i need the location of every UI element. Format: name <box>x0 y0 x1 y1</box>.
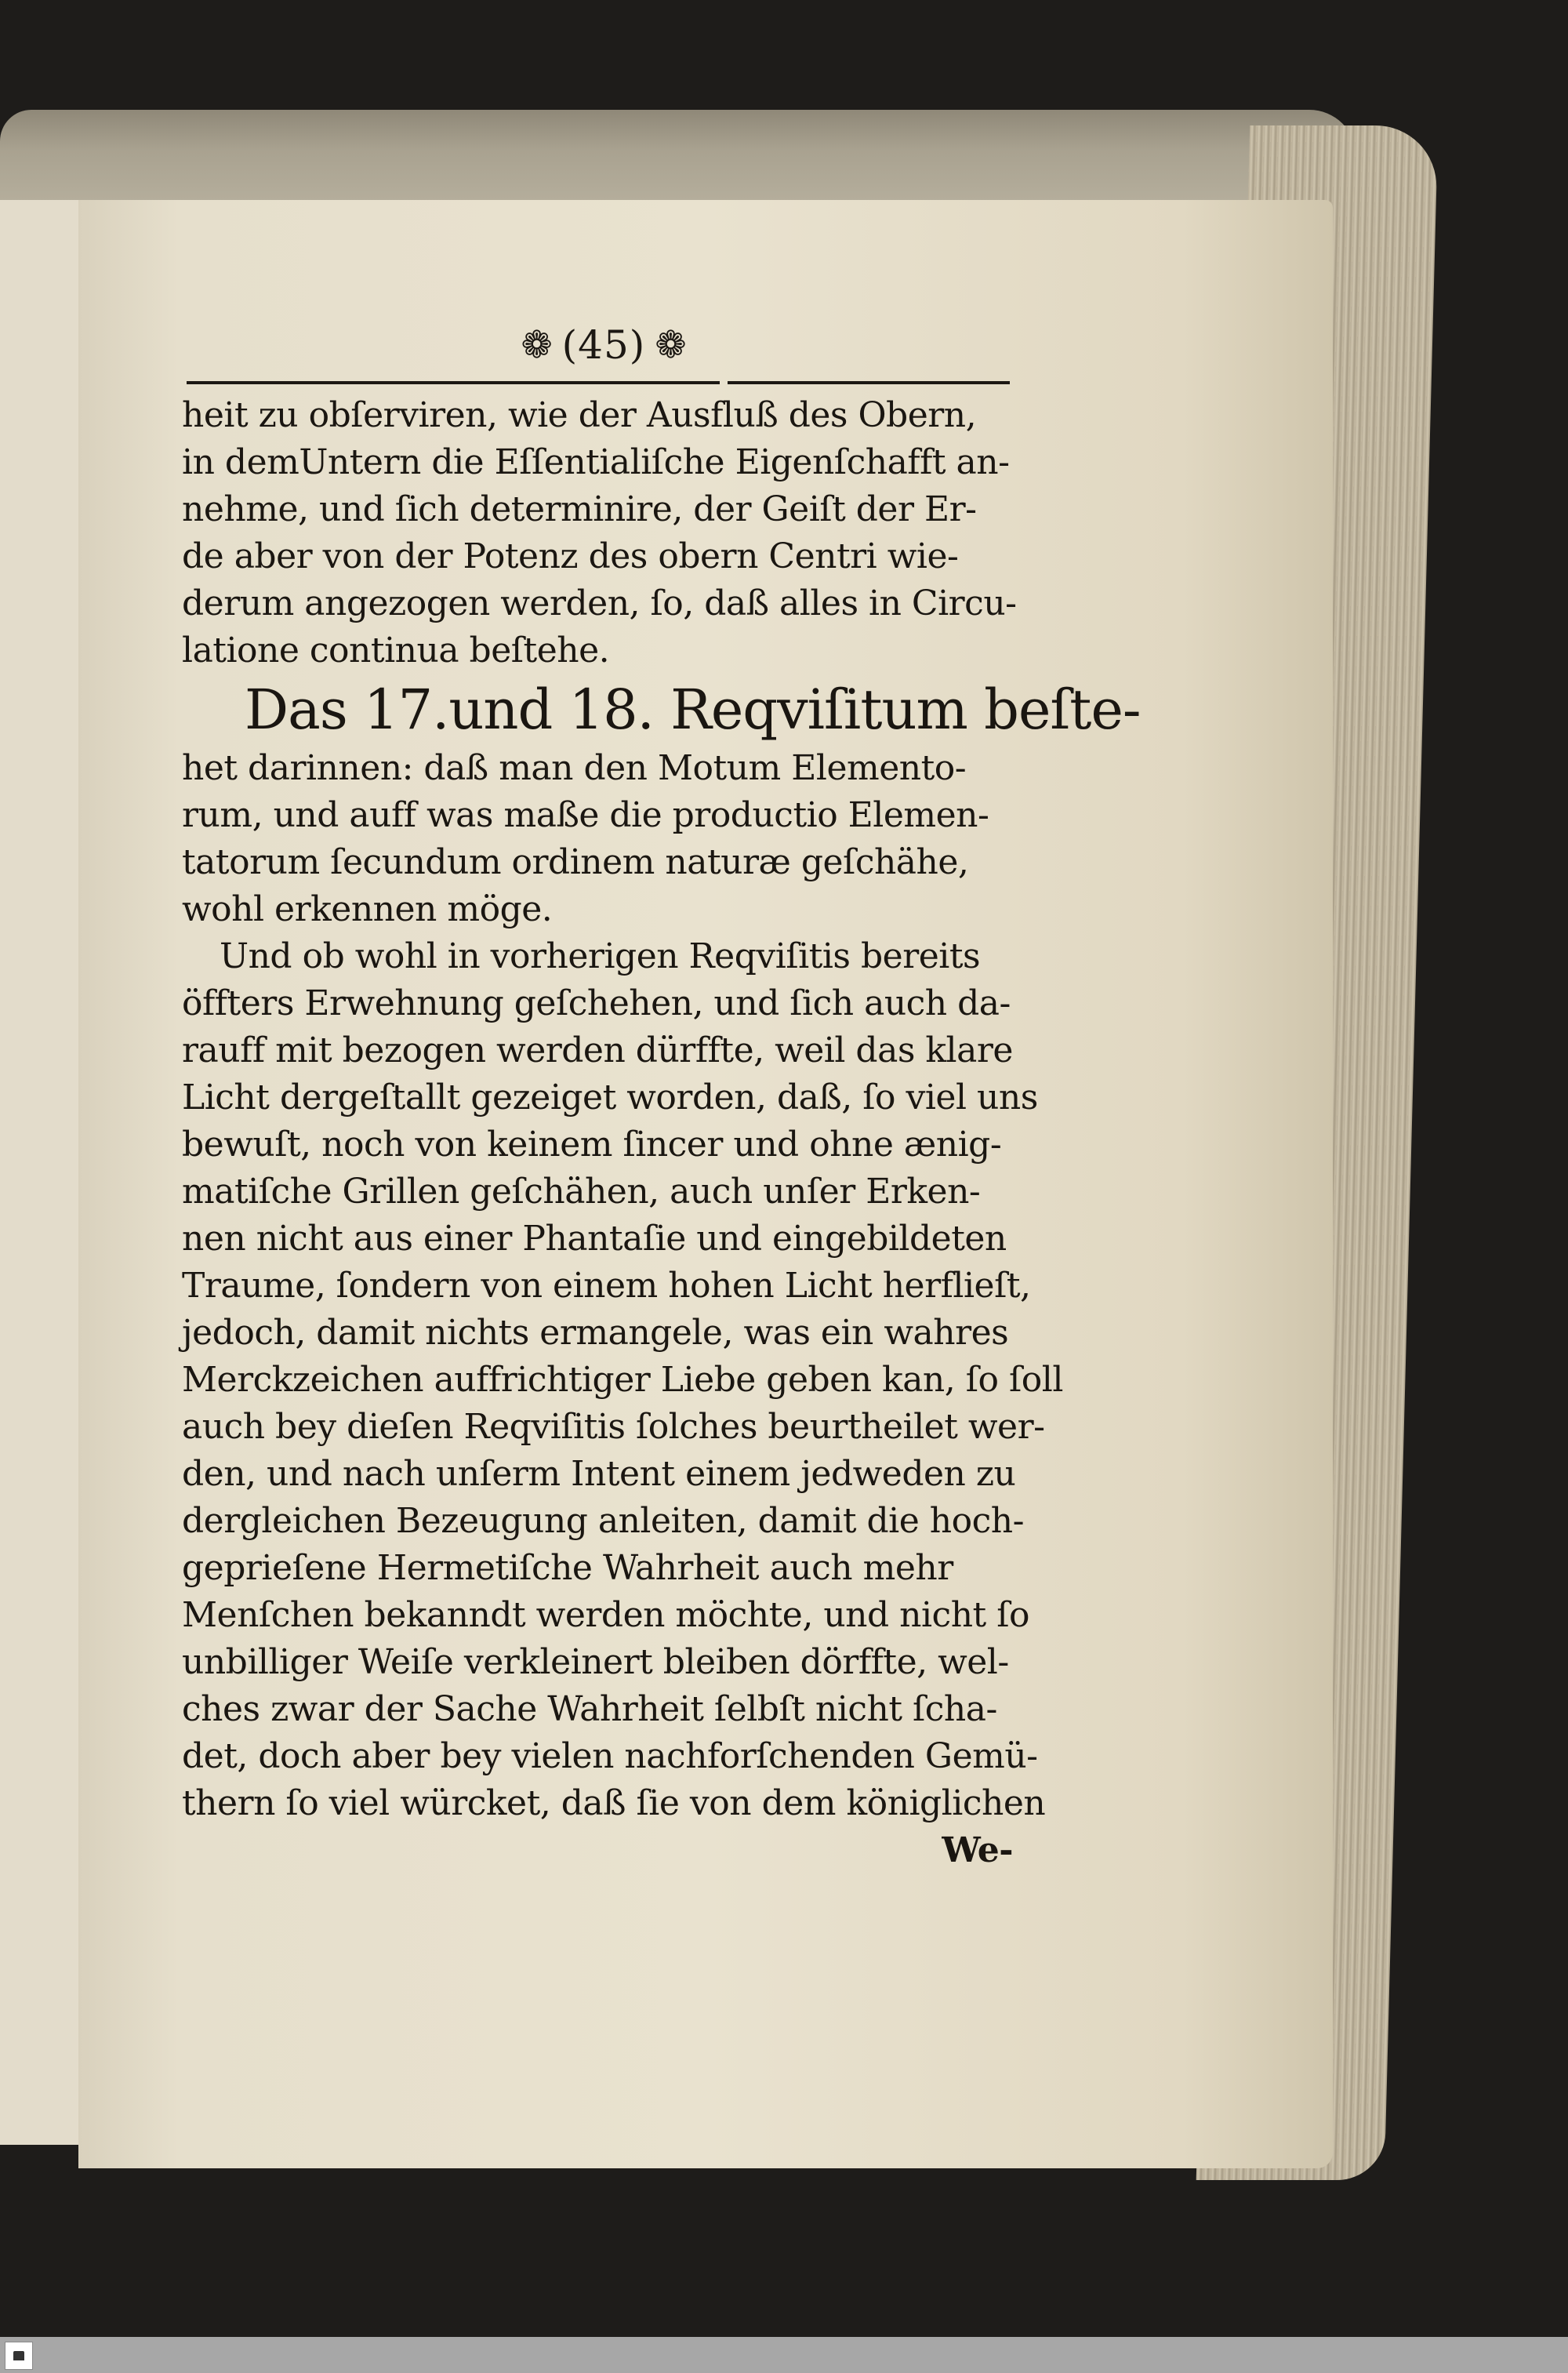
section-heading: Das 17.und 18. Reqviſitum beſte- <box>245 678 1141 742</box>
text-line: dergleichen Bezeugung anleiten, damit die hoch- <box>182 1501 1024 1541</box>
text-line: de aber von der Potenz des obern Centri wie- <box>182 536 959 576</box>
text-line: heit zu obſerviren, wie der Ausfluß des Obern, <box>182 395 977 435</box>
catchword: We- <box>942 1830 1013 1870</box>
text-line: geprieſene Hermetiſche Wahrheit auch mehr <box>182 1548 953 1588</box>
text-line: rum, und auff was maße die productio Elemen- <box>182 795 989 835</box>
viewer-footer-bar <box>0 2337 1568 2373</box>
text-line: Traume, ſondern von einem hohen Licht herflieſt, <box>182 1266 1031 1306</box>
text-line: nen nicht aus einer Phantaſie und eingebildeten <box>182 1219 1007 1259</box>
paragraph-first-line: Und ob wohl in vorherigen Reqviſitis bereits <box>220 936 981 976</box>
text-line: matiſche Grillen geſchähen, auch unſer Erken- <box>182 1172 981 1212</box>
text-line: bewuſt, noch von keinem ſincer und ohne ænig- <box>182 1125 1002 1165</box>
page-header <box>502 318 706 372</box>
text-line: öffters Erwehnung geſchehen, und ſich auch da- <box>182 983 1011 1023</box>
text-line: jedoch, damit nichts ermangele, was ein wahres <box>182 1313 1009 1353</box>
library-logo <box>5 2342 33 2370</box>
text-line: nehme, und ſich determinire, der Geiſt der Er- <box>182 489 977 529</box>
text-line: latione continua beſtehe. <box>182 630 610 670</box>
library-logo-icon <box>13 2351 24 2360</box>
text-line: ches zwar der Sache Wahrheit ſelbſt nicht ſcha- <box>182 1689 997 1729</box>
page-number: (45) <box>561 322 646 368</box>
text-line: wohl erkennen möge. <box>182 889 553 929</box>
ornament-right-icon: ❁ <box>655 323 687 367</box>
header-rule-left <box>187 381 720 384</box>
text-line: Licht dergeſtallt gezeiget worden, daß, ſo viel uns <box>182 1077 1038 1117</box>
text-line: den, und nach unſerm Intent einem jedweden zu <box>182 1454 1016 1494</box>
text-line: thern ſo viel würcket, daß ſie von dem königlichen <box>182 1783 1046 1823</box>
text-line: unbilliger Weiſe verkleinert bleiben dörffte, wel- <box>182 1642 1009 1682</box>
header-rule-right <box>728 381 1010 384</box>
book-top-edge <box>0 110 1356 212</box>
text-line: Menſchen bekanndt werden möchte, und nicht ſo <box>182 1595 1029 1635</box>
text-line: het darinnen: daß man den Motum Elemento- <box>182 748 967 788</box>
text-line: auch bey dieſen Reqviſitis ſolches beurtheilet wer- <box>182 1407 1045 1447</box>
text-line: derum angezogen werden, ſo, daß alles in Circu- <box>182 583 1017 623</box>
text-line: tatorum ſecundum ordinem naturæ geſchähe, <box>182 842 969 882</box>
text-line: rauff mit bezogen werden dürffte, weil das klare <box>182 1030 1013 1070</box>
ornament-left-icon: ❁ <box>521 323 553 367</box>
text-line: Merckzeichen auffrichtiger Liebe geben kan, ſo ſoll <box>182 1360 1063 1400</box>
text-line: det, doch aber bey vielen nachforſchenden Gemü- <box>182 1736 1038 1776</box>
page-text <box>182 392 1141 1874</box>
facing-page-edge <box>0 200 81 2145</box>
text-line: in demUntern die Eſſentialiſche Eigenſchafft an- <box>182 442 1010 482</box>
